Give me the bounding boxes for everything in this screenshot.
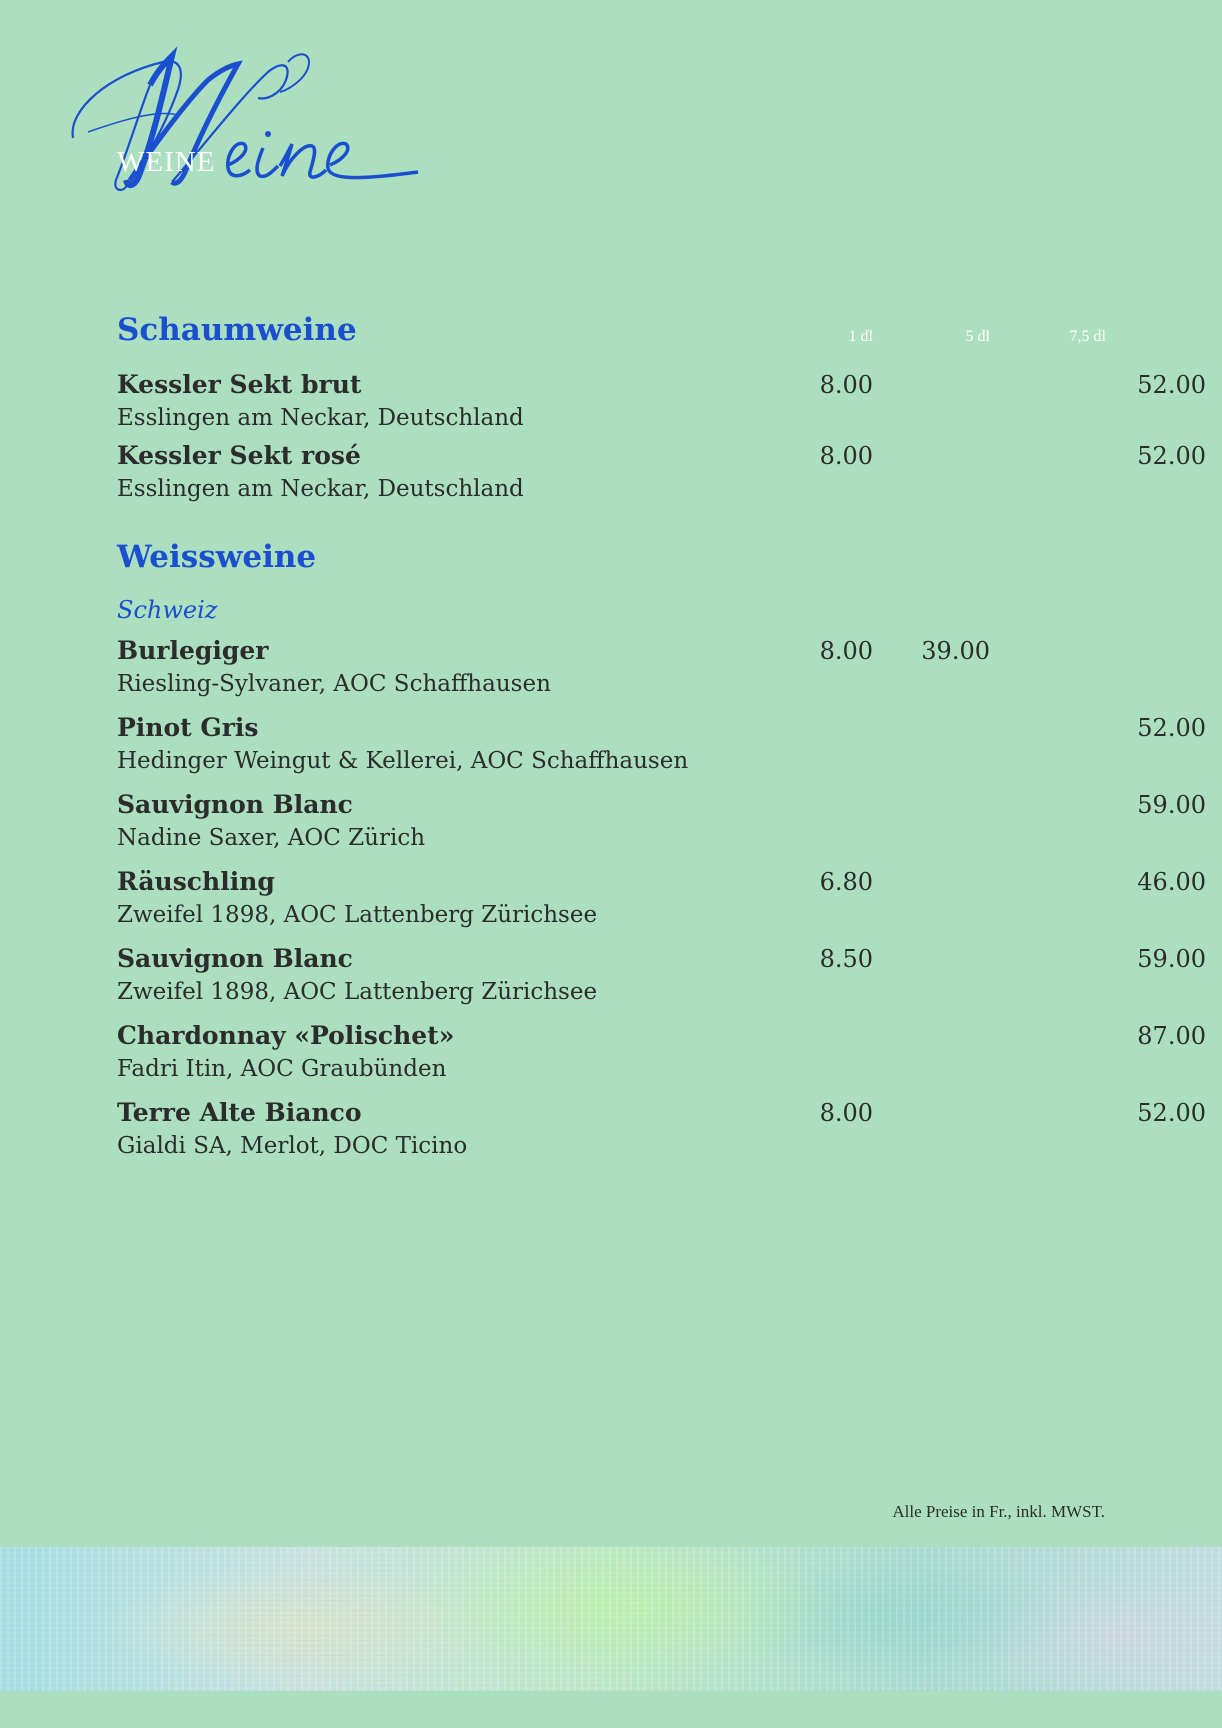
price-75dl: 87.00 [1137, 1022, 1206, 1050]
wine-name: Kessler Sekt rosé [117, 441, 361, 470]
wine-origin: Nadine Saxer, AOC Zürich [117, 825, 426, 851]
price-75dl: 59.00 [1137, 945, 1206, 973]
wine-origin: Zweifel 1898, AOC Lattenberg Zürichsee [117, 979, 598, 1005]
wine-item [117, 441, 1206, 507]
price-footnote: Alle Preise in Fr., inkl. MWST. [892, 1502, 1105, 1521]
section-heading-weissweine: Weissweine [117, 539, 317, 575]
wine-origin: Gialdi SA, Merlot, DOC Ticino [117, 1133, 468, 1159]
wine-item [117, 1021, 1206, 1087]
wine-origin: Riesling-Sylvaner, AOC Schaffhausen [117, 671, 551, 697]
wine-item [117, 1098, 1206, 1164]
wine-item [117, 636, 1117, 702]
price-1dl: 8.00 [819, 442, 873, 470]
wine-name: Kessler Sekt brut [117, 370, 362, 399]
price-75dl: 52.00 [1137, 714, 1206, 742]
price-75dl: 46.00 [1137, 868, 1206, 896]
wine-item [117, 944, 1206, 1010]
wine-name: Sauvignon Blanc [117, 790, 353, 819]
page-title: WEINE [117, 146, 216, 178]
section-heading-schaumweine: Schaumweine [117, 312, 357, 348]
column-header-1dl: 1 dl [848, 328, 873, 345]
column-header-75dl: 7,5 dl [1069, 328, 1106, 345]
wine-origin: Zweifel 1898, AOC Lattenberg Zürichsee [117, 902, 598, 928]
decorative-texture-band [0, 1547, 1222, 1691]
price-75dl: 52.00 [1137, 1099, 1206, 1127]
price-1dl: 8.00 [819, 371, 873, 399]
wine-origin: Esslingen am Neckar, Deutschland [117, 405, 524, 431]
wine-name: Chardonnay «Polischet» [117, 1021, 455, 1050]
column-header-5dl: 5 dl [965, 328, 990, 345]
price-75dl: 52.00 [1137, 442, 1206, 470]
wine-item [117, 713, 1206, 779]
wine-origin: Esslingen am Neckar, Deutschland [117, 476, 524, 502]
wine-name: Pinot Gris [117, 713, 259, 742]
wine-name: Burlegiger [117, 636, 269, 665]
price-1dl: 8.00 [819, 637, 873, 665]
wine-item [117, 370, 1206, 436]
wine-name: Sauvignon Blanc [117, 944, 353, 973]
script-title-logo [68, 40, 488, 220]
price-1dl: 8.50 [819, 945, 873, 973]
price-75dl: 52.00 [1137, 371, 1206, 399]
wine-item [117, 790, 1206, 856]
wine-origin: Hedinger Weingut & Kellerei, AOC Schaffhausen [117, 748, 689, 774]
subheading-schweiz: Schweiz [117, 596, 218, 624]
wine-name: Räuschling [117, 867, 275, 896]
price-1dl: 6.80 [819, 868, 873, 896]
price-1dl: 8.00 [819, 1099, 873, 1127]
price-75dl: 59.00 [1137, 791, 1206, 819]
wine-origin: Fadri Itin, AOC Graubünden [117, 1056, 447, 1082]
wine-name: Terre Alte Bianco [117, 1098, 362, 1127]
wine-item [117, 867, 1206, 933]
price-5dl: 39.00 [921, 637, 990, 665]
